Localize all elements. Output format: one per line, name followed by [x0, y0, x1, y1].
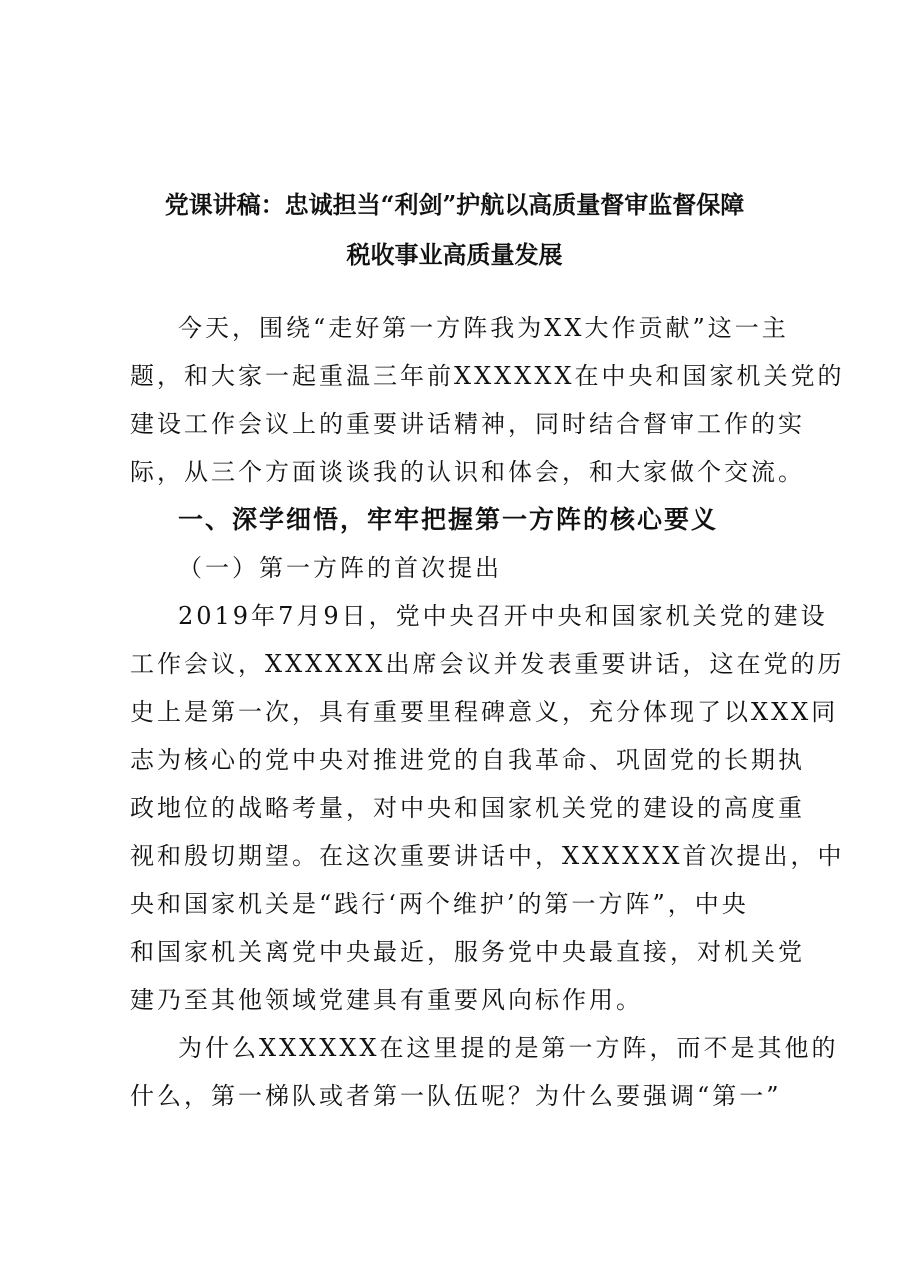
subsection-1-heading: （一）第一方阵的首次提出	[178, 554, 502, 582]
document-title-line-1: 党课讲稿：忠诚担当“利剑”护航以高质量督审监督保障	[164, 190, 745, 219]
paragraph-1-line-4: 志为核心的党中央对推进党的自我革命、巩固党的长期执	[130, 746, 805, 774]
paragraph-1-line-2: 工作会议，XXXXXX出席会议并发表重要讲话，这在党的历	[130, 650, 845, 678]
paragraph-1-line-7: 央和国家机关是“践行‘两个维护’的第一方阵”，中央	[130, 890, 749, 918]
paragraph-1-line-1: 2019年7月9日，党中央召开中央和国家机关党的建设	[178, 602, 828, 630]
paragraph-1-line-8: 和国家机关离党中央最近，服务党中央最直接，对机关党	[130, 938, 805, 966]
paragraph-1-line-3: 史上是第一次，具有重要里程碑意义，充分体现了以XXX同	[130, 698, 839, 726]
document-title-line-2: 税收事业高质量发展	[346, 240, 563, 269]
intro-line-2: 题，和大家一起重温三年前XXXXXX在中央和国家机关党的	[130, 362, 845, 390]
intro-line-1: 今天，围绕“走好第一方阵我为XX大作贡献”这一主	[178, 314, 789, 342]
paragraph-1-line-6: 视和殷切期望。在这次重要讲话中，XXXXXX首次提出，中	[130, 842, 845, 870]
paragraph-2-line-2: 什么，第一梯队或者第一队伍呢？为什么要强调“第一”	[130, 1082, 782, 1110]
paragraph-1-line-5: 政地位的战略考量，对中央和国家机关党的建设的高度重	[130, 794, 805, 822]
paragraph-1-line-9: 建乃至其他领域党建具有重要风向标作用。	[130, 986, 643, 1014]
intro-line-3: 建设工作会议上的重要讲话精神，同时结合督审工作的实	[130, 410, 805, 438]
intro-line-4: 际，从三个方面谈谈我的认识和体会，和大家做个交流。	[130, 458, 805, 486]
section-1-heading: 一、深学细悟，牢牢把握第一方阵的核心要义	[178, 505, 719, 534]
paragraph-2-line-1: 为什么XXXXXX在这里提的是第一方阵，而不是其他的	[178, 1034, 839, 1062]
